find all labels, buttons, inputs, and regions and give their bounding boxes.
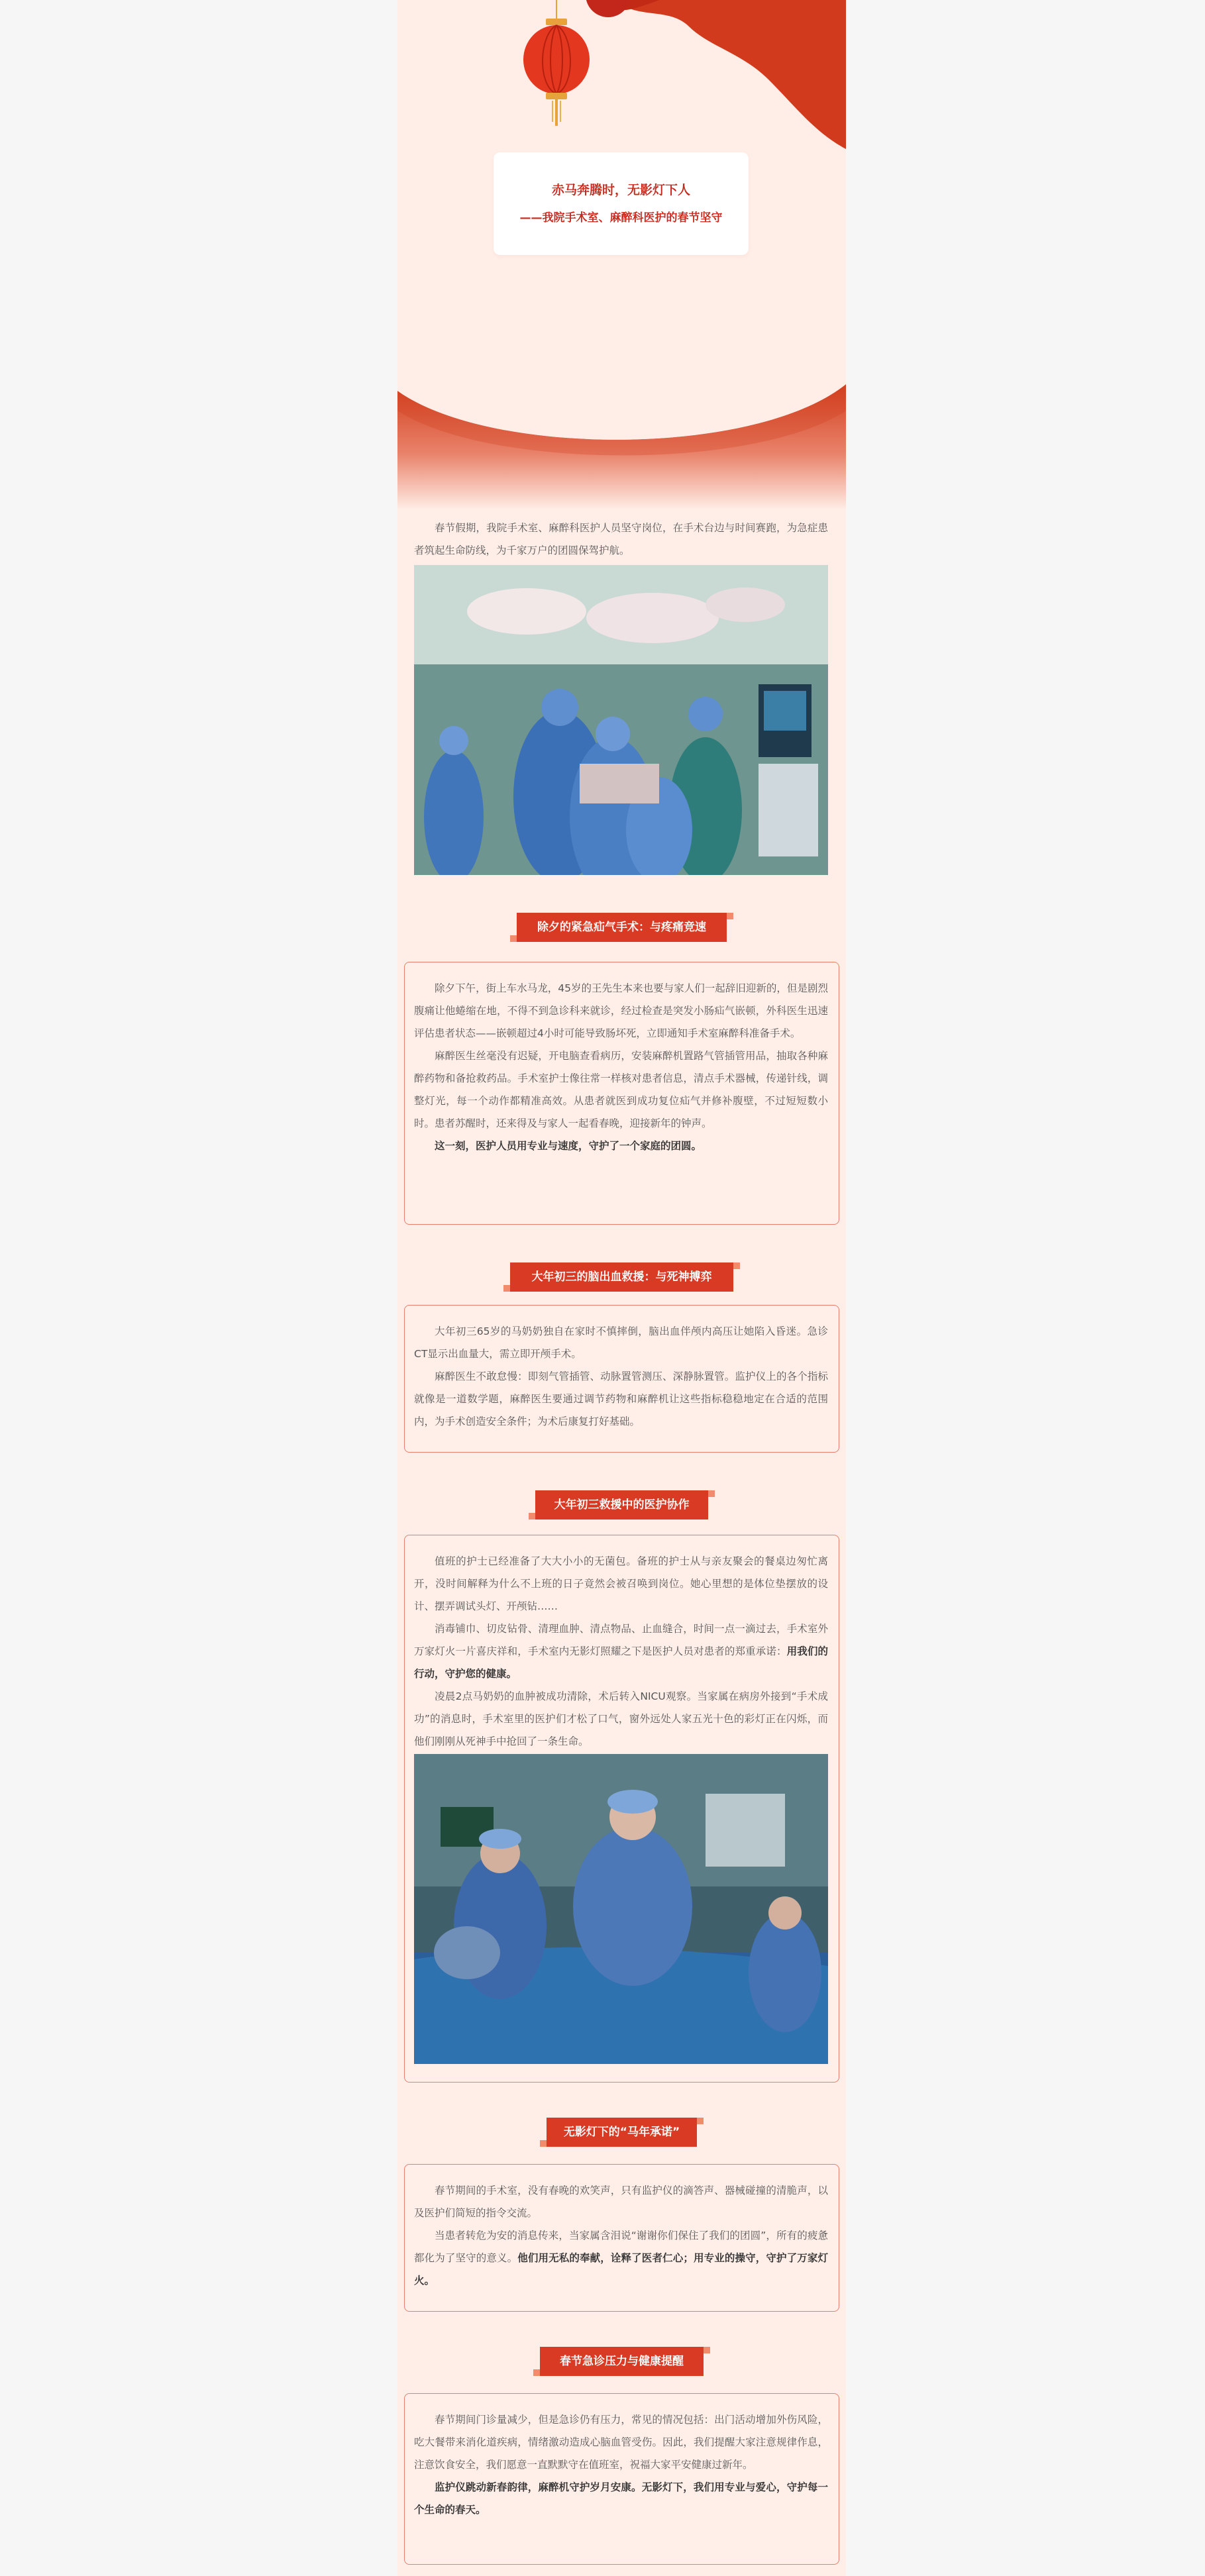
section-paragraph xyxy=(414,1618,828,1685)
article-subtitle: ——我院手术室、麻醉科医护的春节坚守 xyxy=(519,211,723,225)
section-paragraph: 大年初三65岁的马奶奶独自在家时不慎摔倒，脑出血伴颅内高压让她陷入昏迷。急诊CT显示出血量大，需立即开颅手术。 xyxy=(414,1325,828,1360)
section-paragraph: 凌晨2点马奶奶的血肿被成功清除，术后转入NICU观察。当家属在病房外接到“手术成功”的消息时，手术室里的医护们才松了口气，窗外远处人家五光十色的彩灯正在闪烁，而他们刚刚从死神手中抢回了一条生命。 xyxy=(414,1690,828,1747)
paragraph-text: 当患者转危为安的消息传来，当家属含泪说“谢谢你们保住了我们的团圆”，所有的疲惫都化为了坚守的意义。 xyxy=(414,2230,828,2264)
section-title-5 xyxy=(397,2347,846,2376)
article xyxy=(397,0,846,2576)
section-paragraph: 麻醉医生丝毫没有迟疑，开电脑查看病历，安装麻醉机置路气管插管用品，抽取各种麻醉药物和备抢救药品。手术室护士像往常一样核对患者信息，清点手术器械，传递针线，调整灯光，每一个动作都精准高效。从患者就医到成功复位疝气并修补腹壁，不过短短数小时。患者苏醒时，还来得及与家人一起看春晚，迎接新年的钟声。 xyxy=(414,1050,828,1129)
emphasis-text: 用我们的行动，守护您的健康。 xyxy=(414,1645,828,1680)
section-paragraph: 值班的护士已经准备了大大小小的无菌包。备班的护士从与亲友聚会的餐桌边匆忙离开，没时间解释为什么不上班的日子竟然会被召唤到岗位。她心里想的是体位垫摆放的设计、摆弄调试头灯、开颅钻…… xyxy=(414,1555,828,1612)
section-title-3 xyxy=(397,1490,846,1520)
section-title-label: 除夕的紧急疝气手术：与疼痛竞速 xyxy=(517,913,727,942)
section-box-5 xyxy=(404,2393,839,2565)
title-card xyxy=(494,152,749,255)
section-paragraph xyxy=(414,2224,828,2292)
section-title-4 xyxy=(397,2118,846,2147)
section-title-label: 大年初三救援中的医护协作 xyxy=(535,1490,708,1520)
section-box-1 xyxy=(404,962,839,1225)
section-paragraph: 除夕下午，街上车水马龙，45岁的王先生本来也要与家人们一起辞旧迎新的，但是剧烈腹痛让他蜷缩在地，不得不到急诊科来就诊，经过检查是突发小肠疝气嵌顿，外科医生迅速评估患者状态——嵌顿超过4小时可能导致肠坏死，立即通知手术室麻醉科准备手术。 xyxy=(414,982,828,1039)
article-title: 赤马奔腾时，无影灯下人 xyxy=(551,183,690,197)
header-arc xyxy=(397,371,846,457)
section-title-label: 大年初三的脑出血救援：与死神搏弈 xyxy=(510,1262,733,1292)
emphasis-text: 这一刻，医护人员用专业与速度，守护了一个家庭的团圆。 xyxy=(435,1140,702,1152)
section-emphasis xyxy=(414,2476,828,2521)
paragraph-text: 消毒铺巾、切皮钻骨、清理血肿、清点物品、止血缝合，时间一点一滴过去，手术室外万家灯火一片喜庆祥和，手术室内无影灯照耀之下是医护人员对患者的郑重承诺： xyxy=(414,1623,828,1657)
section-title-label: 无影灯下的“马年承诺” xyxy=(547,2118,697,2147)
section-paragraph: 春节期间门诊量减少，但是急诊仍有压力，常见的情况包括：出门活动增加外伤风险，吃大餐带来消化道疾病，情绪激动造成心脑血管受伤。因此，我们提醒大家注意规律作息，注意饮食安全，我们愿意一直默默守在值班室，祝福大家平安健康过新年。 xyxy=(414,2414,828,2471)
section-paragraph: 麻醉医生不敢怠慢：即刻气管插管、动脉置管测压、深静脉置管。监护仪上的各个指标就像是一道数学题，麻醉医生要通过调节药物和麻醉机让这些指标稳稳地定在合适的范围内，为手术创造安全条件；为术后康复打好基础。 xyxy=(414,1370,828,1427)
lantern-icon xyxy=(517,0,596,132)
section-title-1 xyxy=(397,913,846,942)
section-paragraph: 春节期间的手术室，没有春晚的欢笑声，只有监护仪的滴答声、器械碰撞的清脆声，以及医护们简短的指令交流。 xyxy=(414,2185,828,2219)
operating-room-photo xyxy=(414,565,828,875)
section-box-2 xyxy=(404,1305,839,1453)
section-emphasis xyxy=(414,1135,828,1157)
section-box-4 xyxy=(404,2164,839,2312)
emphasis-text: 监护仪跳动新春韵律，麻醉机守护岁月安康。无影灯下，我们用专业与爱心，守护每一个生命的春天。 xyxy=(414,2481,828,2516)
section-title-2 xyxy=(397,1262,846,1292)
header-wave-decoration xyxy=(397,0,846,152)
section-title-label: 春节急诊压力与健康提醒 xyxy=(540,2347,704,2376)
surgery-team-photo xyxy=(414,1754,828,2064)
intro-paragraph: 春节假期，我院手术室、麻醉科医护人员坚守岗位，在手术台边与时间赛跑，为急症患者筑起生命防线，为千家万户的团圆保驾护航。 xyxy=(414,522,828,556)
emphasis-text: 他们用无私的奉献，诠释了医者仁心；用专业的操守，守护了万家灯火。 xyxy=(414,2252,828,2287)
